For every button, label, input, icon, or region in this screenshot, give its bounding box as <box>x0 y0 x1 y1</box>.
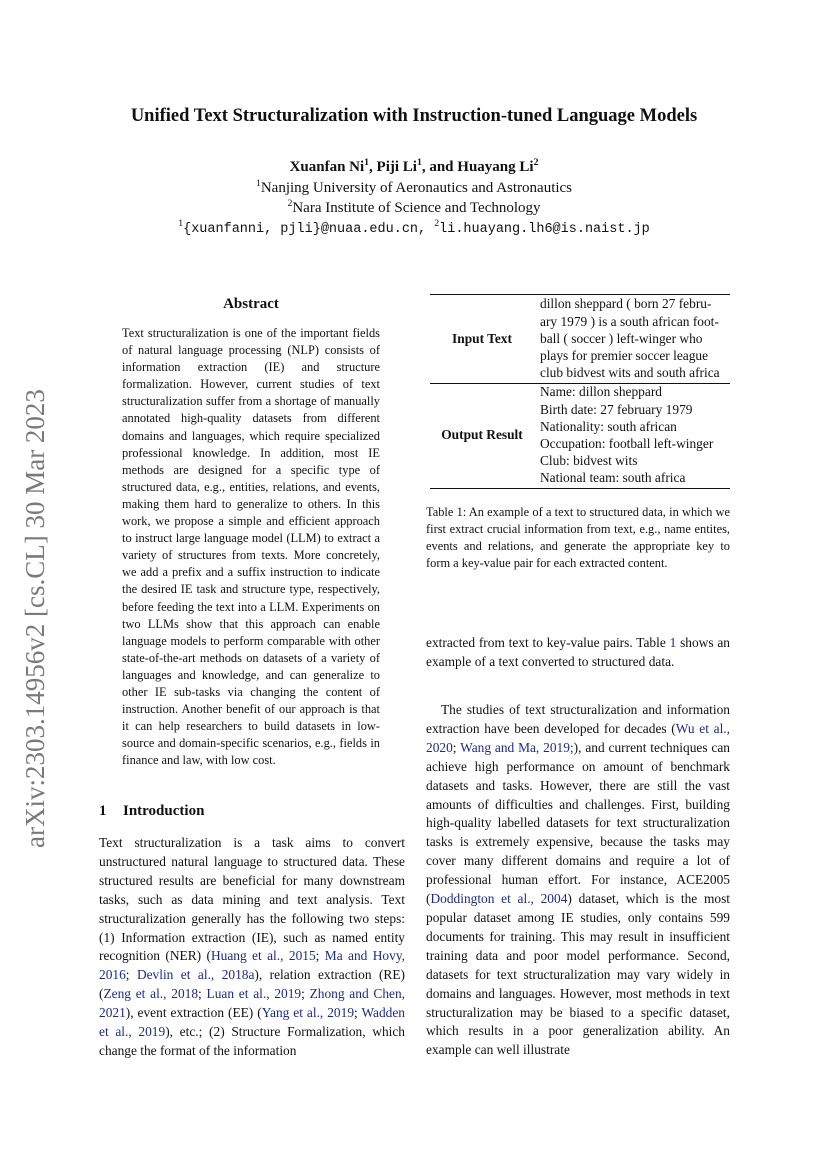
author-separator: , and <box>421 159 458 175</box>
affiliation-name: Nara Institute of Science and Technology <box>292 200 541 216</box>
abstract-heading: Abstract <box>223 296 279 312</box>
email-address: li.huayang.lh6@is.naist.jp <box>439 222 650 237</box>
citation-link[interactable]: Wu et al., 2020 <box>426 720 730 755</box>
author-separator: , <box>369 159 377 175</box>
intro-paragraph-2 <box>426 701 730 1060</box>
body-text: The studies of text structuralization and information extraction have been developed for decades ( <box>426 702 730 736</box>
author-name: Huayang Li <box>457 159 534 175</box>
body-text: ), etc.; (2) Structure Formalization, which change the format of the information <box>99 1024 405 1058</box>
citation-link[interactable]: Zeng et al., 2018 <box>103 986 199 1002</box>
email-affiliation-mark: 1 <box>178 218 184 229</box>
body-text: ; <box>315 948 325 964</box>
citation-link[interactable]: Luan et al., 2019 <box>206 986 302 1002</box>
citation-link[interactable]: Wadden et al., 2019 <box>99 1005 406 1040</box>
table-cell-line: Club: bidvest wits <box>540 453 638 469</box>
author-affiliation-mark: 2 <box>533 157 539 168</box>
paper-title: Unified Text Structuralization with Instruction-tuned Language Models <box>130 106 698 126</box>
body-text: ; <box>125 967 137 983</box>
body-text: ; <box>301 986 310 1002</box>
citation-link[interactable]: Devlin et al., 2018a <box>136 967 255 983</box>
section-number: 1 <box>99 803 107 819</box>
affiliation-name: Nanjing University of Aeronautics and Astronautics <box>260 180 573 196</box>
author-name: Xuanfan Ni <box>289 159 365 175</box>
body-text: ; <box>354 1005 362 1021</box>
affiliation-line <box>0 200 828 217</box>
section-title: Introduction <box>123 803 205 819</box>
citation-link[interactable]: Wang and Ma, 2019; <box>460 739 574 755</box>
author-name: Piji Li <box>376 159 417 175</box>
table-cell-line: ary 1979 ) is a south african foot- <box>540 313 719 329</box>
body-text: ), event extraction (EE) ( <box>125 1005 262 1021</box>
citation-link[interactable]: Huang et al., 2015 <box>210 948 316 964</box>
table-cell-line: ball ( soccer ) left-winger who <box>540 330 703 346</box>
arxiv-sidebar-id: arXiv:2303.14956v2 [cs.CL] 30 Mar 2023 <box>20 389 50 848</box>
email-affiliation-mark: 2 <box>434 218 440 229</box>
body-text: extracted from text to key-value pairs. Table <box>426 635 670 650</box>
input-text-label: Input Text <box>452 330 512 346</box>
body-text: ; <box>452 739 461 755</box>
section-heading <box>99 803 204 820</box>
output-result-cell <box>534 383 730 487</box>
table-cell-line: Name: dillon sheppard <box>540 384 662 400</box>
input-text-cell <box>534 294 730 383</box>
example-table <box>430 294 730 487</box>
body-text: Text structuralization is a task aims to convert unstructured natural language to structured data. These structured results are beneficial for many downstream tasks, such as data mining and text analysis. Text structuralization generally has the following two steps: (1) Information extraction (IE), such as named entity recognition (NER) ( <box>99 835 405 964</box>
table-cell-line: dillon sheppard ( born 27 febru- <box>540 296 712 312</box>
table-cell-line: plays for premier soccer league <box>540 348 709 364</box>
table-cell-line: National team: south africa <box>540 470 686 486</box>
citation-link[interactable]: 1 <box>669 635 677 650</box>
table-cell-line: club bidvest wits and south africa <box>540 365 720 381</box>
author-affiliation-mark: 1 <box>364 157 370 168</box>
body-text: shows an example of a text converted to structured data. <box>426 635 730 669</box>
email-address: {xuanfanni, pjli}@nuaa.edu.cn, <box>183 222 435 237</box>
table-cell-line: Birth date: 27 february 1979 <box>540 401 693 417</box>
email-line <box>0 220 828 237</box>
citation-link[interactable]: Zhong and Chen, 2021 <box>99 986 406 1021</box>
author-affiliation-mark: 1 <box>416 157 422 168</box>
output-result-label: Output Result <box>441 427 523 443</box>
body-text: ), and current techniques can achieve high performance on amount of benchmark datasets and tasks. However, there are still the vast amounts of difficulties and challenges. First, building high-quality labelled datasets for text structuralization tasks is extremely expensive, because the tasks may cover many different domains and require a lot of professional human effort. For instance, ACE2005 ( <box>426 739 731 907</box>
intro-paragraph-1-continued <box>426 634 730 672</box>
table-bottom-rule <box>430 488 730 489</box>
intro-paragraph-1 <box>99 834 405 1061</box>
table-cell-line: Occupation: football left-winger <box>540 436 714 451</box>
table-caption: Table 1: An example of a text to structured data, in which we first extract crucial information from text, e.g., name entites, events and relations, and generate the appropriate key to form a key-value pair for each extracted content. <box>426 505 730 571</box>
author-list <box>0 159 828 176</box>
affiliation-mark: 1 <box>255 178 261 189</box>
body-text: ; <box>198 986 207 1002</box>
table-mid-rule <box>430 383 730 384</box>
body-text: ), relation extraction (RE) ( <box>99 967 405 1002</box>
affiliation-mark: 2 <box>287 198 293 209</box>
citation-link[interactable]: Ma and Hovy, 2016 <box>99 948 405 983</box>
citation-link[interactable]: Doddington et al., 2004 <box>430 891 568 907</box>
affiliation-line <box>0 180 828 197</box>
body-text: ) dataset, which is the most popular dataset among IE studies, only contains 599 documents for training. This may result in insufficient training data and poor model performance. Second, datasets for text structuralization may vary widely in domains and languages. However, most methods in text structuralization may be biased to a specific dataset, which results in a poor generalization ability. An example can well illustrate <box>426 891 730 1058</box>
table-cell-line: Nationality: south african <box>540 418 677 434</box>
table-row <box>430 383 730 487</box>
citation-link[interactable]: Yang et al., 2019 <box>261 1005 355 1021</box>
table-row <box>430 294 730 383</box>
abstract-text: Text structuralization is one of the important fields of natural language processing (NLP) consists of information extraction (IE) and structure formalization. However, current studies of text structuralization suffer from a shortage of manually annotated high-quality datasets from different domains and languages, which require specialized professional knowledge. In addition, most IE methods are designed for a specific type of structured data, e.g., entities, relations, and events, making them hard to generalize to others. In this work, we propose a simple and efficient approach to instruct large language model (LLM) to extract a variety of structures from texts. More concretely, we add a prefix and a suffix instruction to indicate the desired IE task and structure type, respectively, before feeding the text into a LLM. Experiments on two LLMs show that this approach can enable language models to perform comparable with other state-of-the-art methods on datasets of a variety of languages and knowledge, and can generalize to other IE sub-tasks via changing the content of instruction. Another benefit of our approach is that it can help researchers to build datasets in low-source and domain-specific scenarios, e.g., fields in finance and law, with low cost. <box>122 326 380 768</box>
